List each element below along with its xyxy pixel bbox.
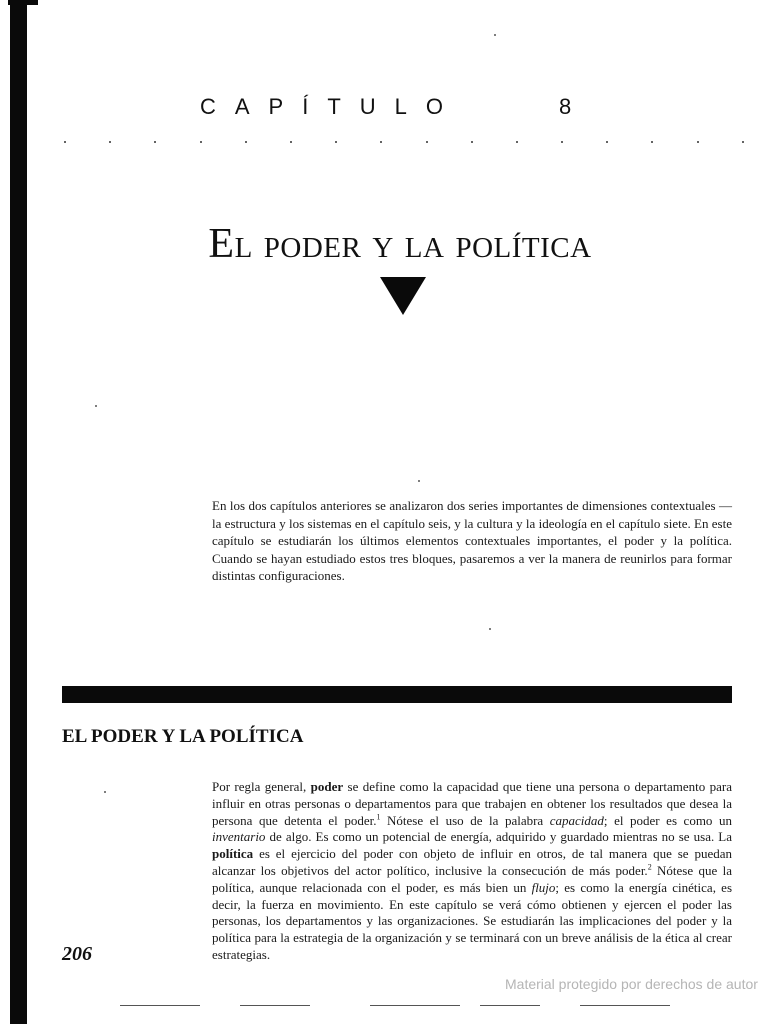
- emphasis-flujo: flujo: [531, 879, 556, 895]
- scan-speck: [494, 34, 496, 36]
- page-binding-edge: [10, 0, 27, 1024]
- chapter-title: El poder y la política: [208, 221, 592, 268]
- body-text-run: ; el poder es como un: [603, 812, 732, 828]
- body-text-run: es el ejercicio del poder con objeto de influir en otros, de tal manera que se puedan alcanzar los objetivos del actor político, inclusive la consecución de más poder.: [212, 846, 732, 878]
- emphasis-inventario: inventario: [212, 829, 266, 845]
- section-divider-bar: [62, 686, 732, 703]
- body-text-run: se define como la capacidad que tiene una persona o departamento para influir en otras personas o departamentos para que trabajen en obtener los resultados que desea la persona que detenta el poder.: [212, 779, 732, 828]
- copyright-watermark: Material protegido por derechos de autor: [505, 976, 758, 992]
- scan-speck: [418, 480, 420, 482]
- chapter-number: 8: [559, 94, 572, 119]
- section-heading: EL PODER Y LA POLÍTICA: [62, 725, 304, 747]
- bottom-scan-lines: [120, 1005, 740, 1011]
- page-number: 206: [62, 943, 92, 965]
- emphasis-capacidad: capacidad: [549, 812, 604, 828]
- body-paragraph: [212, 779, 732, 964]
- chapter-intro-paragraph: En los dos capítulos anteriores se analizaron dos series importantes de dimensiones contextuales —la estructura y los sistemas en el capítulo seis, y la cultura y la ideología en el capítulo siete. En este capítulo se estudiarán los últimos elementos contextuales importantes, el poder y la política. Cuando se hayan estudiado estos tres bloques, pasaremos a ver la manera de reunirlos para formar distintas configuraciones.: [212, 498, 732, 583]
- footnote-ref-1: 1: [376, 812, 381, 822]
- term-politica: política: [212, 846, 254, 862]
- body-text-run: ; es como la energía cinética, es decir, la fuerza en movimiento. En este capítulo se verá cómo obtienen y ejercen el poder las personas, los departamentos y las organizaciones. Se estudiarán las implicaciones del poder y la política para la estrategia de la organización y se terminará con un breve análisis de la ética al crear estrategias.: [212, 879, 732, 962]
- term-poder: poder: [310, 779, 344, 794]
- down-triangle-icon: [380, 277, 426, 315]
- scan-corner-mark: [8, 0, 38, 5]
- scan-speck: [489, 628, 491, 630]
- body-text-run: de algo. Es como un potencial de energía, adquirido y guardado mientras no se usa. La: [265, 829, 732, 845]
- chapter-label: CAPÍTULO: [200, 94, 463, 119]
- dotted-rule: [64, 136, 744, 148]
- scan-speck: [104, 791, 106, 793]
- footnote-ref-2: 2: [647, 862, 652, 872]
- body-text-run: Nótese el uso de la palabra: [380, 812, 550, 828]
- body-text-run: Nótese que la política, aunque relacionada con el poder, es más bien un: [212, 862, 732, 895]
- body-text-run: Por regla general,: [212, 779, 311, 794]
- scan-speck: [95, 405, 97, 407]
